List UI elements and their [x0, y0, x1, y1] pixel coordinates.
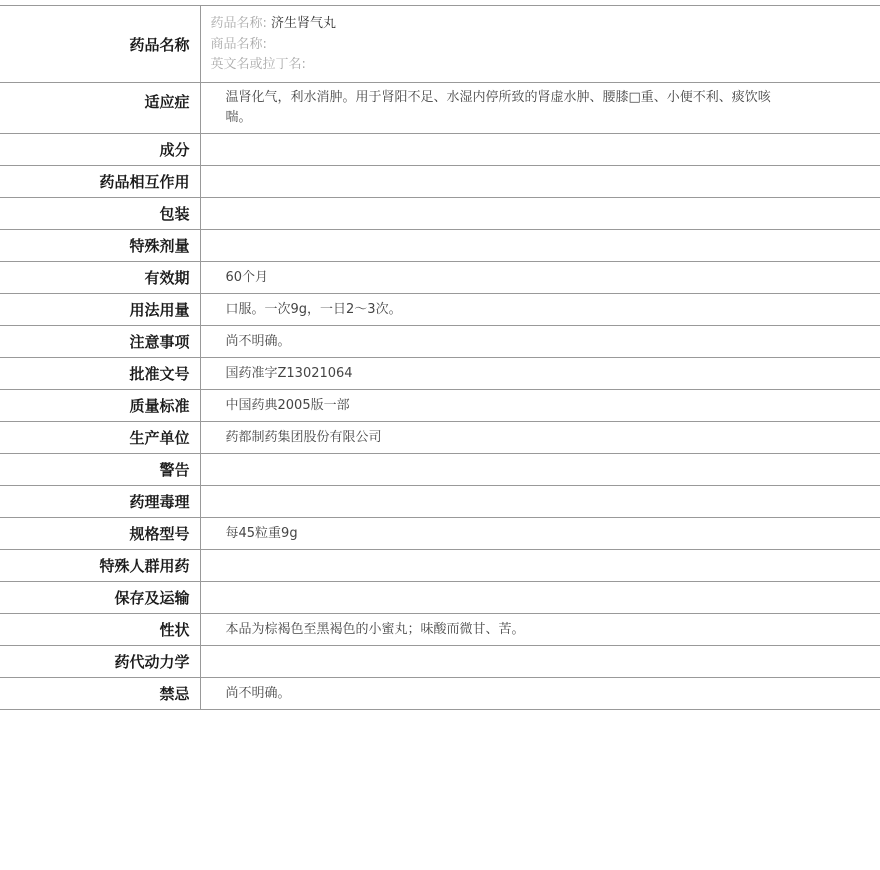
row-value: 本品为棕褐色至黑褐色的小蜜丸；味酸而微甘、苦。	[225, 621, 525, 637]
row-approval-number	[0, 358, 880, 390]
row-label: 特殊人群用药	[0, 550, 200, 582]
row-label: 注意事项	[0, 326, 200, 358]
row-label: 药代动力学	[0, 646, 200, 678]
row-value: 温肾化气，利水消肿。用于肾阳不足、水湿内停所致的肾虚水肿、腰膝□重、小便不利、痰饮咳喘。	[225, 90, 771, 125]
row-label: 包装	[0, 198, 200, 230]
row-value: 尚不明确。	[225, 333, 291, 349]
row-value	[200, 550, 880, 582]
row-value: 60个月	[225, 269, 269, 285]
row-contraindications	[0, 678, 880, 710]
row-label: 质量标准	[0, 390, 200, 422]
row-label: 警告	[0, 454, 200, 486]
row-label: 性状	[0, 614, 200, 646]
row-value	[200, 454, 880, 486]
row-label: 批准文号	[0, 358, 200, 390]
row-precautions	[0, 326, 880, 358]
row-label: 用法用量	[0, 294, 200, 326]
row-label: 药品名称	[0, 6, 200, 83]
row-value	[200, 198, 880, 230]
row-specification	[0, 518, 880, 550]
row-value: 口服。一次9g，一日2～3次。	[225, 301, 402, 317]
drug-name-line	[211, 14, 880, 35]
row-special-populations	[0, 550, 880, 582]
english-name-key: 英文名或拉丁名:	[210, 57, 306, 72]
row-manufacturer	[0, 422, 880, 454]
row-description	[0, 614, 880, 646]
row-value	[200, 582, 880, 614]
row-shelf-life	[0, 262, 880, 294]
row-label: 适应症	[0, 83, 200, 134]
row-value: 中国药典2005版一部	[225, 397, 350, 413]
row-value	[200, 134, 880, 166]
drug-info-sheet	[0, 5, 880, 710]
row-label: 成分	[0, 134, 200, 166]
row-indications	[0, 83, 880, 134]
row-ingredients	[0, 134, 880, 166]
row-pharmacology-toxicology	[0, 486, 880, 518]
row-label: 规格型号	[0, 518, 200, 550]
trade-name-line	[211, 35, 880, 56]
row-label: 禁忌	[0, 678, 200, 710]
row-label: 药理毒理	[0, 486, 200, 518]
drug-name-key: 药品名称:	[210, 16, 267, 31]
row-value: 药都制药集团股份有限公司	[225, 429, 382, 445]
row-value	[200, 646, 880, 678]
row-quality-standard	[0, 390, 880, 422]
row-usage-dosage	[0, 294, 880, 326]
name-cell	[200, 6, 880, 83]
row-value: 国药准字Z13021064	[225, 365, 353, 381]
row-pharmacokinetics	[0, 646, 880, 678]
english-name-line	[211, 55, 880, 76]
drug-info-table	[0, 5, 880, 710]
row-value	[200, 166, 880, 198]
trade-name-key: 商品名称:	[210, 36, 267, 52]
row-drug-name	[0, 6, 880, 83]
row-special-dosage	[0, 230, 880, 262]
drug-name-value: 济生肾气丸	[271, 16, 337, 31]
row-label: 保存及运输	[0, 582, 200, 614]
row-label: 药品相互作用	[0, 166, 200, 198]
row-storage-transport	[0, 582, 880, 614]
row-value	[200, 486, 880, 518]
row-value: 尚不明确。	[225, 685, 291, 701]
row-value	[200, 230, 880, 262]
row-packaging	[0, 198, 880, 230]
row-warning	[0, 454, 880, 486]
row-label: 有效期	[0, 262, 200, 294]
row-label: 生产单位	[0, 422, 200, 454]
row-label: 特殊剂量	[0, 230, 200, 262]
row-value: 每45粒重9g	[225, 525, 298, 541]
row-drug-interactions	[0, 166, 880, 198]
